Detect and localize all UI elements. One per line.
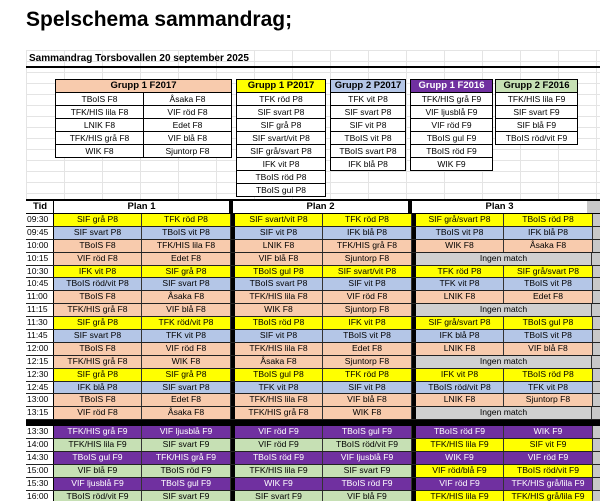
match-team: TBoIS gul P8 <box>235 266 323 278</box>
next-column <box>593 369 600 381</box>
match-team: TBoIS röd/vit P8 <box>54 278 142 290</box>
match-team: WIK F9 <box>504 426 593 438</box>
match-team: SIF svart F9 <box>323 465 412 477</box>
match-team: TFK/HIS lila F9 <box>416 491 504 501</box>
group-row <box>496 93 577 106</box>
match-team: TBoIS gul F9 <box>323 426 412 438</box>
match-team: TBoIS gul F9 <box>54 452 142 464</box>
match-team: TBoIS vit P8 <box>142 227 231 239</box>
match-team: Edet F8 <box>323 343 412 355</box>
schedule-row <box>26 407 600 420</box>
match-team: TFK röd P8 <box>416 266 504 278</box>
match-team: SIF svart F9 <box>142 491 231 501</box>
group-team: SIF svart P8 <box>344 107 392 117</box>
group-box <box>55 79 232 158</box>
group-row <box>56 106 231 119</box>
match-team: TFK/HIS lila F8 <box>235 394 323 406</box>
group-team: SIF svart P8 <box>257 107 305 117</box>
group-row <box>56 132 231 145</box>
match-team: WIK F8 <box>416 240 504 252</box>
match-team: TBoIS röd F9 <box>323 478 412 490</box>
match-team: TFK röd P8 <box>323 214 412 226</box>
match-team: IFK blå P8 <box>323 227 412 239</box>
schedule-row <box>26 452 600 465</box>
match-team: SIF grå P8 <box>54 317 142 329</box>
match-team: SIF grå P8 <box>54 214 142 226</box>
schedule-row <box>26 317 600 330</box>
group-team: TBoIS F8 <box>81 94 118 104</box>
group-title: Grupp 1 F2017 <box>56 80 231 93</box>
group-team: Åsaka F8 <box>143 93 231 105</box>
plan-header: Plan 1 <box>127 201 156 212</box>
match-team: VIF blå F8 <box>323 394 412 406</box>
plan-header: Plan 2 <box>306 201 335 212</box>
match-time: 10:00 <box>26 240 54 252</box>
match-team: SIF svart/vit P8 <box>235 214 323 226</box>
schedule-row <box>26 253 600 266</box>
match-time: 10:15 <box>26 253 54 265</box>
group-row <box>56 119 231 132</box>
match-team: TFK/HIS grå/lila F9 <box>504 478 593 490</box>
sheet-title: Sammandrag Torsbovallen 20 september 2025 <box>29 53 249 64</box>
group-row <box>496 106 577 119</box>
match-team: VIF blå F8 <box>142 304 231 316</box>
match-team: VIF blå F8 <box>235 253 323 265</box>
next-column <box>593 278 600 290</box>
match-team: TFK röd P8 <box>323 369 412 381</box>
match-team: WIK F8 <box>235 304 323 316</box>
group-team: Sjuntorp F8 <box>143 145 231 157</box>
group-team: TFK/HIS lila F9 <box>507 94 566 104</box>
group-row <box>331 145 405 158</box>
group-box <box>236 79 326 197</box>
match-team: TFK/HIS lila F9 <box>416 439 504 451</box>
match-team: TBoIS vit P8 <box>323 330 412 342</box>
group-row <box>411 145 492 158</box>
match-time: 13:00 <box>26 394 54 406</box>
match-time: 15:00 <box>26 465 54 477</box>
schedule-row <box>26 343 600 356</box>
match-team: IFK vit P8 <box>54 266 142 278</box>
group-row <box>331 106 405 119</box>
group-row <box>237 93 325 106</box>
match-team: VIF röd F8 <box>54 407 142 419</box>
match-time: 09:45 <box>26 227 54 239</box>
match-team: WIK F9 <box>416 452 504 464</box>
group-team: SIF blå F9 <box>516 120 557 130</box>
match-time: 11:00 <box>26 291 54 303</box>
match-team: LNIK F8 <box>416 343 504 355</box>
match-team: VIF röd F8 <box>54 253 142 265</box>
match-team: LNIK F8 <box>416 291 504 303</box>
match-team: SIF vit P8 <box>235 227 323 239</box>
next-column <box>593 214 600 226</box>
group-row <box>496 119 577 132</box>
match-team: IFK vit P8 <box>323 317 412 329</box>
group-team: VIF röd F9 <box>431 120 472 130</box>
match-team: VIF ljusblå F9 <box>323 452 412 464</box>
next-column <box>592 407 600 419</box>
match-team: SIF svart/vit P8 <box>323 266 412 278</box>
next-column <box>592 253 600 265</box>
group-row <box>411 106 492 119</box>
match-team: SIF svart P8 <box>142 382 231 394</box>
match-team: TFK/HIS grå F8 <box>323 240 412 252</box>
match-team: TFK vit P8 <box>235 382 323 394</box>
page-title: Spelschema sammandrag; <box>26 8 293 31</box>
group-row <box>237 106 325 119</box>
group-team: TBoIS gul P8 <box>255 185 307 195</box>
match-team: SIF grå P8 <box>142 266 231 278</box>
group-team: SIF svart/vit P8 <box>252 133 310 143</box>
match-team: VIF röd F8 <box>142 343 231 355</box>
next-column <box>592 304 600 316</box>
match-team: TBoIS vit P8 <box>416 227 504 239</box>
match-team: TBoIS vit P8 <box>504 330 593 342</box>
match-team: SIF svart P8 <box>54 227 142 239</box>
next-column <box>593 240 600 252</box>
group-team: VIF röd F8 <box>143 106 231 118</box>
group-team: SIF grå P8 <box>260 120 302 130</box>
group-title: Grupp 1 P2017 <box>237 80 325 93</box>
match-team: TBoIS röd P8 <box>504 369 593 381</box>
group-title: Grupp 1 F2016 <box>411 80 492 93</box>
next-column <box>593 382 600 394</box>
match-team: TBoIS F8 <box>54 343 142 355</box>
schedule-row <box>26 304 600 317</box>
match-team: SIF grå/svart P8 <box>416 214 504 226</box>
match-team: Åsaka F8 <box>504 240 593 252</box>
match-team: TBoIS röd/vit P8 <box>416 382 504 394</box>
next-column <box>593 330 600 342</box>
schedule-header <box>26 199 600 214</box>
group-title: Grupp 2 P2017 <box>331 80 405 93</box>
group-row <box>237 171 325 184</box>
match-team: TBoIS röd P8 <box>235 317 323 329</box>
match-team: Sjuntorp F8 <box>323 253 412 265</box>
group-team: SIF svart F9 <box>513 107 560 117</box>
schedule-row <box>26 439 600 452</box>
group-row <box>411 93 492 106</box>
schedule-row <box>26 394 600 407</box>
match-team: SIF grå P8 <box>142 369 231 381</box>
spreadsheet <box>26 50 600 501</box>
group-team: TBoIS röd F9 <box>426 146 477 156</box>
match-team: TFK/HIS lila F9 <box>54 439 142 451</box>
group-title: Grupp 2 F2016 <box>496 80 577 93</box>
match-team: TBoIS gul P8 <box>504 317 593 329</box>
group-team: SIF grå/svart P8 <box>250 146 312 156</box>
schedule-row <box>26 278 600 291</box>
next-column <box>587 201 600 213</box>
match-team: TBoIS röd P8 <box>504 214 593 226</box>
match-time: 10:30 <box>26 266 54 278</box>
match-team: TBoIS F8 <box>54 291 142 303</box>
group-team: IFK vit P8 <box>262 159 300 169</box>
match-team: TFK röd/vit P8 <box>142 317 231 329</box>
group-row <box>411 119 492 132</box>
next-column <box>593 266 600 278</box>
schedule-row <box>26 426 600 439</box>
match-team: TBoIS röd/vit F9 <box>323 439 412 451</box>
next-column <box>593 452 600 464</box>
group-team: SIF vit P8 <box>349 120 387 130</box>
match-team: Edet F8 <box>142 253 231 265</box>
match-team: WIK F8 <box>323 407 412 419</box>
schedule-row <box>26 356 600 369</box>
group-row <box>237 119 325 132</box>
match-team: VIF blå F9 <box>54 465 142 477</box>
match-team: VIF röd F8 <box>323 291 412 303</box>
group-row <box>56 145 231 157</box>
match-team: VIF ljusblå F9 <box>142 426 231 438</box>
group-team: VIF blå F8 <box>143 132 231 144</box>
group-team: TBoIS gul F9 <box>426 133 477 143</box>
group-team: TFK/HIS lila F8 <box>70 107 129 117</box>
match-team: TFK vit P8 <box>142 330 231 342</box>
group-team: TFK/HIS grå F9 <box>421 94 482 104</box>
match-team: TBoIS F8 <box>54 394 142 406</box>
group-row <box>331 93 405 106</box>
next-column <box>593 478 600 490</box>
group-team: IFK blå P8 <box>348 159 388 169</box>
group-row <box>331 132 405 145</box>
match-time: 11:30 <box>26 317 54 329</box>
group-row <box>411 158 492 170</box>
match-time: 14:30 <box>26 452 54 464</box>
group-row <box>237 184 325 196</box>
schedule-row <box>26 227 600 240</box>
match-team: TBoIS röd F9 <box>416 426 504 438</box>
match-time: 16:00 <box>26 491 54 501</box>
group-team: TBoIS vit P8 <box>344 133 392 143</box>
group-box <box>495 79 578 145</box>
group-row <box>237 132 325 145</box>
no-match-cell: Ingen match <box>416 253 592 265</box>
match-time: 09:30 <box>26 214 54 226</box>
match-team: TFK/HIS grå F9 <box>54 426 142 438</box>
match-team: SIF vit P8 <box>323 278 412 290</box>
match-team: Åsaka F8 <box>142 291 231 303</box>
next-column <box>592 356 600 368</box>
group-team: TBoIS svart P8 <box>339 146 397 156</box>
group-row <box>237 145 325 158</box>
match-team: SIF vit P8 <box>323 382 412 394</box>
match-team: VIF röd F9 <box>504 452 593 464</box>
group-team: TFK röd P8 <box>259 94 303 104</box>
match-team: IFK vit P8 <box>416 369 504 381</box>
next-column <box>593 465 600 477</box>
match-team: SIF vit F9 <box>504 439 593 451</box>
group-team: LNIK F8 <box>83 120 116 130</box>
match-team: LNIK F8 <box>235 240 323 252</box>
match-team: TFK/HIS lila F8 <box>142 240 231 252</box>
match-team: Edet F8 <box>142 394 231 406</box>
next-column <box>593 291 600 303</box>
match-team: TFK/HIS grå/lila F9 <box>504 491 593 501</box>
title-underline <box>26 66 600 68</box>
match-team: TBoIS röd/vit F9 <box>54 491 142 501</box>
match-team: TBoIS F8 <box>54 240 142 252</box>
group-row <box>331 158 405 170</box>
match-time: 12:00 <box>26 343 54 355</box>
group-team: TFK/HIS grå F8 <box>69 133 130 143</box>
match-team: TFK/HIS grå F9 <box>142 452 231 464</box>
match-time: 12:15 <box>26 356 54 368</box>
group-row <box>411 132 492 145</box>
match-time: 12:45 <box>26 382 54 394</box>
group-team: TFK vit P8 <box>348 94 388 104</box>
match-team: SIF grå/svart P8 <box>416 317 504 329</box>
match-team: Edet F8 <box>504 291 593 303</box>
match-team: VIF blå F9 <box>323 491 412 501</box>
time-header: Tid <box>26 201 54 213</box>
match-time: 11:15 <box>26 304 54 316</box>
match-team: SIF grå/svart P8 <box>504 266 593 278</box>
group-row <box>56 93 231 106</box>
group-row <box>496 132 577 144</box>
schedule-row <box>26 266 600 279</box>
match-team: IFK blå P8 <box>54 382 142 394</box>
next-column <box>593 426 600 438</box>
match-team: WIK F9 <box>235 478 323 490</box>
group-team: Edet F8 <box>143 119 231 131</box>
schedule-row <box>26 240 600 253</box>
group-box <box>330 79 406 171</box>
match-time: 11:45 <box>26 330 54 342</box>
match-team: TBoIS gul F9 <box>142 478 231 490</box>
no-match-cell: Ingen match <box>416 356 592 368</box>
group-team: TBoIS röd/vit F9 <box>505 133 568 143</box>
match-team: VIF röd F9 <box>235 439 323 451</box>
next-column <box>593 227 600 239</box>
schedule-row <box>26 214 600 227</box>
group-row <box>237 158 325 171</box>
match-team: IFK blå P8 <box>416 330 504 342</box>
match-team: TFK vit P8 <box>416 278 504 290</box>
schedule-table <box>26 199 600 501</box>
match-team: VIF röd/blå F9 <box>416 465 504 477</box>
schedule-row <box>26 465 600 478</box>
match-team: Sjuntorp F8 <box>504 394 593 406</box>
next-column <box>593 491 600 501</box>
match-time: 13:15 <box>26 407 54 419</box>
match-team: TFK/HIS grå F8 <box>235 407 323 419</box>
match-team: WIK F8 <box>142 356 231 368</box>
next-column <box>593 439 600 451</box>
match-team: IFK blå P8 <box>504 227 593 239</box>
schedule-row <box>26 491 600 501</box>
match-team: TBoIS svart P8 <box>235 278 323 290</box>
group-box <box>410 79 493 171</box>
match-team: Åsaka F8 <box>142 407 231 419</box>
group-row <box>331 119 405 132</box>
schedule-row <box>26 382 600 395</box>
group-team: TBoIS röd P8 <box>255 172 307 182</box>
match-team: Sjuntorp F8 <box>323 304 412 316</box>
match-team: SIF svart P8 <box>142 278 231 290</box>
match-team: VIF röd F9 <box>416 478 504 490</box>
plan-header: Plan 3 <box>485 201 514 212</box>
match-team: LNIK F8 <box>416 394 504 406</box>
match-team: SIF svart F9 <box>142 439 231 451</box>
match-team: VIF röd F9 <box>235 426 323 438</box>
match-team: TBoIS gul P8 <box>235 369 323 381</box>
match-time: 10:45 <box>26 278 54 290</box>
next-column <box>593 343 600 355</box>
match-team: TFK/HIS grå F8 <box>54 304 142 316</box>
next-column <box>593 317 600 329</box>
match-team: TFK/HIS lila F8 <box>235 343 323 355</box>
match-team: TBoIS röd F9 <box>235 452 323 464</box>
match-team: VIF blå F8 <box>504 343 593 355</box>
match-team: Åsaka F8 <box>235 356 323 368</box>
match-team: TFK vit P8 <box>504 382 593 394</box>
group-team: WIK F8 <box>85 146 114 156</box>
match-time: 14:00 <box>26 439 54 451</box>
match-team: TBoIS röd F9 <box>142 465 231 477</box>
no-match-cell: Ingen match <box>416 304 592 316</box>
match-team: TBoIS röd/vit F9 <box>504 465 593 477</box>
schedule-row <box>26 369 600 382</box>
match-team: Sjuntorp F8 <box>323 356 412 368</box>
match-team: SIF svart F9 <box>235 491 323 501</box>
match-team: TFK röd P8 <box>142 214 231 226</box>
group-team: VIF ljusblå F9 <box>425 107 478 117</box>
match-time: 15:30 <box>26 478 54 490</box>
schedule-row <box>26 291 600 304</box>
group-team: WIK F9 <box>437 159 466 169</box>
match-team: VIF ljusblå F9 <box>54 478 142 490</box>
schedule-row <box>26 478 600 491</box>
match-team: SIF grå P8 <box>54 369 142 381</box>
match-team: SIF svart P8 <box>54 330 142 342</box>
match-team: TFK/HIS lila F8 <box>235 291 323 303</box>
schedule-row <box>26 330 600 343</box>
match-team: SIF vit P8 <box>235 330 323 342</box>
match-time: 12:30 <box>26 369 54 381</box>
no-match-cell: Ingen match <box>416 407 592 419</box>
match-time: 13:30 <box>26 426 54 438</box>
match-team: TBoIS vit P8 <box>504 278 593 290</box>
next-column <box>593 394 600 406</box>
match-team: TFK/HIS grå F8 <box>54 356 142 368</box>
match-team: TFK/HIS lila F9 <box>235 465 323 477</box>
